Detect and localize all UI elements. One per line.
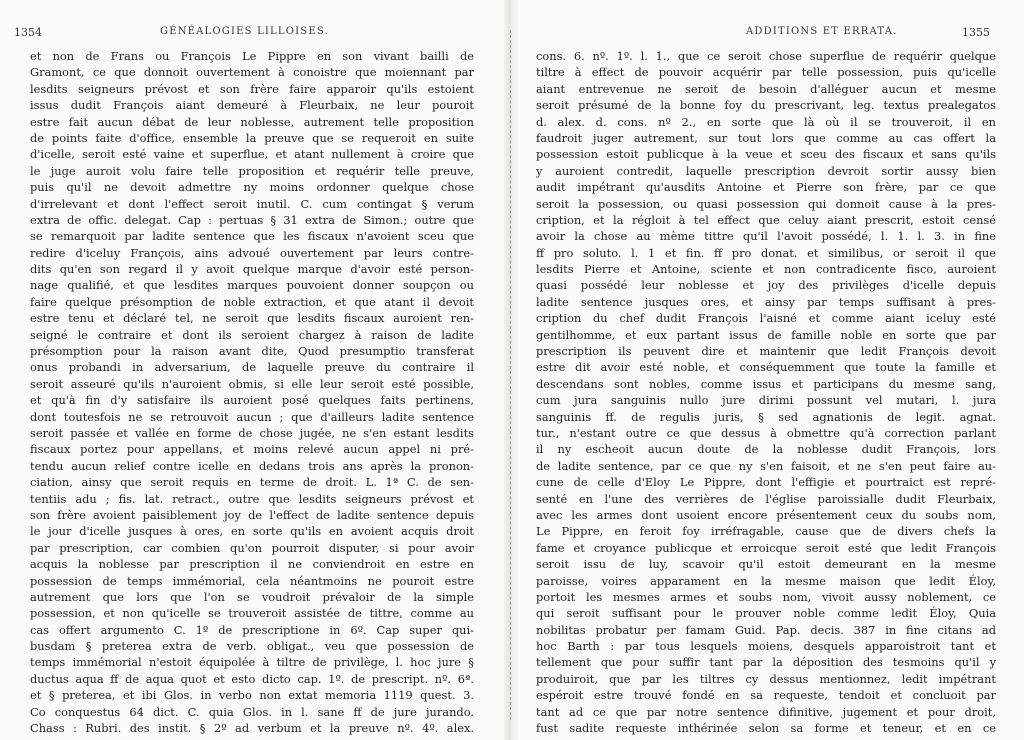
text-line: possession, et non qu'icelle se trouveroit assistée de tittre, comme au bbox=[30, 606, 474, 621]
text-line: et non de Frans ou François Le Pippre en son vivant bailli de bbox=[30, 49, 474, 63]
text-line: de ladite sentence, par ce que ny s'en faisoit, et ne s'en peut faire au- bbox=[536, 458, 996, 473]
text-line: de points faite d'office, ensemble la preuve que se requeroit en suite bbox=[30, 130, 474, 145]
page-number: 1354 bbox=[14, 26, 42, 39]
text-line: produiroit, que par les tiltres cy dessus mentionnez, ledit impétrant bbox=[536, 671, 996, 686]
text-line: d'icelle, seroit esté vaine et superflue, et atant nullement à croire que bbox=[30, 147, 474, 162]
text-line: seroit issu de luy, scavoir qu'il estoit demeurant en la mesme bbox=[536, 557, 996, 572]
text-line: tellement que pour suffir tant par la déposition des tesmoins qu'il y bbox=[536, 655, 996, 670]
text-line: nobilitas probatur per famam Guid. Pap. decis. 387 in fine citans ad bbox=[536, 622, 996, 637]
text-line: d. alex. d. cons. nº 2., en sorte que là où il se trouveroit, il en bbox=[536, 114, 996, 129]
text-line: d'irrelevant et dont l'effect seroit inutil. C. cum contingat § verum bbox=[30, 196, 474, 211]
text-line: paroisse, voires apparament en la mesme maison que ledit Éloy, bbox=[536, 573, 996, 588]
text-line: aiant entrevenue ne seroit de besoin d'alléguer aucun et mesme bbox=[536, 81, 996, 96]
text-line: le jour d'icelle jusques à ores, en sorte qu'ils en avoient acquis droit bbox=[30, 524, 474, 539]
text-line: seroit asseuré qu'ils n'auroient obmis, si elle leur seroit esté possible, bbox=[30, 376, 474, 391]
text-line: par prescription, car combien qu'on pourroit disputer, si pour avoir bbox=[30, 540, 474, 555]
text-line: cum jura sanguinis nullo jure dirimi possunt vel mutari, l. jura bbox=[536, 393, 996, 408]
text-line: ladite sentence jusques ores, et ainsy par temps suffisant à pres- bbox=[536, 294, 996, 309]
text-line: fust sadite requeste inthérinée selon sa forme et teneur, et en ce bbox=[536, 721, 996, 736]
text-line: estre tenu et déclaré tel, ne seroit que lesdits fiscaux auroient ren- bbox=[30, 311, 474, 326]
running-title: GÉNÉALOGIES LILLOISES. bbox=[160, 26, 329, 37]
text-line: avec les armes dont usoient encore présentement ceux du soubs nom, bbox=[536, 507, 996, 522]
text-line: tur., n'estant outre ce que dessus à obmettre qu'à correction parlant bbox=[536, 425, 996, 440]
text-line: cune de celle d'Eloy Le Pippre, dont l'effigie et pourtraict est repré- bbox=[536, 475, 996, 490]
text-line: tiltre à effect de pouvoir acquérir par telle possession, puis qu'icelle bbox=[536, 65, 996, 80]
text-line: lesdits seigneurs prévost et son frère faire apparoir qu'ils estoient bbox=[30, 81, 474, 96]
text-line: et qu'à fin d'y satisfaire ils auroient posé quelques faits pertinens, bbox=[30, 393, 474, 408]
text-line: busdam § preterea extra de verb. obligat., veu que possession de bbox=[30, 639, 474, 654]
text-line: puis qu'il ne devoit admettre ny moins ordonner quelque chose bbox=[30, 180, 474, 195]
text-line: Co conquestus 64 dict. C. quia Glos. in l. sane ff de jure jurando. bbox=[30, 704, 474, 719]
text-line: faudroit juger autrement, sur tout lors que comme au cas offert la bbox=[536, 130, 996, 145]
text-line: possession de temps immémorial, cela néantmoins ne pouroit estre bbox=[30, 573, 474, 588]
text-line: hoc Barth : par tous lesquels moiens, desquels apparoistroit tant et bbox=[536, 639, 996, 654]
text-line: Chass : Rubri. des instit. § 2º ad verbum et la preuve nº. 4º. alex. bbox=[30, 721, 474, 736]
text-line: fame et croyance publicque et erroicque seroit esté que ledit François bbox=[536, 540, 996, 555]
text-line: dits qu'en son regard il y avoit quelque marque d'avoir esté person- bbox=[30, 262, 474, 277]
text-line: tant ad ce que par notre sentence difinitive, jugement et pour droit, bbox=[536, 704, 996, 719]
text-line: issus dudit François aiant demeuré à Fleurbaix, ne leur pouroit bbox=[30, 98, 474, 113]
text-line: redire d'iceluy François, ains advoué ouvertement par leurs contre- bbox=[30, 245, 474, 260]
text-line: tendu aucun relief contre icelle en dedans trois ans après la pronon- bbox=[30, 458, 474, 473]
text-line: extra de offic. delegat. Cap : pertuas § 31 extra de Simon.; outre que bbox=[30, 212, 474, 227]
text-line: Le Pippre, en feroit foy irréfragable, cause que de divers chefs la bbox=[536, 524, 996, 539]
text-line: cription, et la régloit à tel effect que celuy aiant prescrit, estoit censé bbox=[536, 212, 996, 227]
text-line: son frère avoient paisiblement joy de l'effect de ladite sentence depuis bbox=[30, 507, 474, 522]
text-line: espéroit estre trouvé fondé en sa requeste, tendoit et concluoit par bbox=[536, 688, 996, 703]
text-line: ff pro soluto. l. 1 et fin. ff pro donat. et similibus, or seroit il que bbox=[536, 245, 996, 260]
text-line: présomption pour la raison avant dite, Quod presumptio transferat bbox=[30, 344, 474, 359]
text-line: et § preterea, et ibi Glos. in verbo non extat memoria 1119 quest. 3. bbox=[30, 688, 474, 703]
text-line: autrement que lors que l'on se voudroit prévaloir de la simple bbox=[30, 589, 474, 604]
page-text bbox=[30, 48, 474, 736]
text-line: y auroient contredit, laquelle prescription devroit sortir aussy bien bbox=[536, 163, 996, 178]
text-line: audit impétrant qu'ausdits Antoine et Pierre son frère, par ce que bbox=[536, 180, 996, 195]
text-line: cription du chef dudit François l'aisné et comme aiant iceluy esté bbox=[536, 311, 996, 326]
text-line: tentiis adu ; fis. lat. retract., outre que lesdits seigneurs prévost et bbox=[30, 491, 474, 506]
running-title: ADDITIONS ET ERRATA. bbox=[746, 26, 898, 37]
text-line: il ny escheoit aucun doute de la noblesse dudit François, lors bbox=[536, 442, 996, 457]
text-line: Gramont, ce que donnoit ouvertement à conoistre que moiennant par bbox=[30, 65, 474, 80]
text-line: senté en l'une des verrières de l'église paroissialle dudit Fleurbaix, bbox=[536, 491, 996, 506]
text-line: descendans sont nobles, comme issus et participans du mesme sang, bbox=[536, 376, 996, 391]
text-line: dont toutesfois ne se retrouvoit aucun ; que d'ailleurs ladite sentence bbox=[30, 409, 474, 424]
text-line: se remarquoit par ladite sentence que les fiscaux n'avoient sceu que bbox=[30, 229, 474, 244]
text-line: possession estoit publicque à la veue et sceu des fiscaux et sans qu'ils bbox=[536, 147, 996, 162]
text-line: nage qualifié, et que lesdites marques pouvoient donner soupçon ou bbox=[30, 278, 474, 293]
text-line: cons. 6. nº. 1º. l. 1., que ce seroit chose superflue de requérir quelque bbox=[536, 49, 996, 63]
right-page bbox=[514, 0, 1024, 740]
text-line: fiscaux portez pour appellans, et moins relevé aucun appel ni pré- bbox=[30, 442, 474, 457]
text-line: prescription ils peuvent dire et maintenir que ledit François devoit bbox=[536, 344, 996, 359]
text-line: le juge auroit volu faire telle proposition et requérir telle preuve, bbox=[30, 163, 474, 178]
text-line: gentilhomme, et eux partant issus de famille noble en sorte que par bbox=[536, 327, 996, 342]
text-line: temps immémorial n'estoit équipolée à tiltre de privilège, l. hoc jure § bbox=[30, 655, 474, 670]
text-line: ciation, ainsy que seroit requis en terme de droit. L. 1ª C. de sen- bbox=[30, 475, 474, 490]
text-line: avoir la chose au mème tittre qu'il l'avoit possédé, l. 1. l. 3. in fine bbox=[536, 229, 996, 244]
text-line: ductus aqua ff de aqua quot et esto dicto cap. 1º. de prescript. nº. 6ª. bbox=[30, 671, 474, 686]
text-line: sanguinis ff. de regulis juris, § sed agnationis de legit. agnat. bbox=[536, 409, 996, 424]
page-number: 1355 bbox=[962, 26, 990, 39]
text-line: onus probandi in adversarium, de laquelle preuve du contraire il bbox=[30, 360, 474, 375]
text-line: seroit passée et vallée en forme de chose jugée, ne s'en estant lesdits bbox=[30, 425, 474, 440]
text-line: faire quelque présomption de noble extraction, et que atant il devoit bbox=[30, 294, 474, 309]
text-line: qui seroit suffisant pour le prouver noble comme ledit Éloy, Quia bbox=[536, 606, 996, 621]
text-line: acquis la noblesse par prescription il ne conviendroit en estre en bbox=[30, 557, 474, 572]
page-text bbox=[536, 48, 996, 736]
text-line: lesdits Pierre et Antoine, sciente et non contradicente fisco, auroient bbox=[536, 262, 996, 277]
text-line: estre dit avoir esté noble, et conséquemment que toute la famille et bbox=[536, 360, 996, 375]
left-page bbox=[0, 0, 506, 740]
text-line: seroit présumé de la bonne foy du prescrivant, leg. textus prealegatos bbox=[536, 98, 996, 113]
text-line: cas offert argumento C. 1º de prescriptione in 6º. Cap super qui- bbox=[30, 622, 474, 637]
text-line: quasi possédé leur noblesse et joy des privilèges d'icelle depuis bbox=[536, 278, 996, 293]
text-line: seigné le contraire et dont ils seroient chargez à raison de ladite bbox=[30, 327, 474, 342]
text-line: portoit les mesmes armes et soubs nom, vivoit aussy noblement, ce bbox=[536, 589, 996, 604]
text-line: seroit la possession, ou quasi possession qui donnoit cause à la pres- bbox=[536, 196, 996, 211]
text-line: estre fait aucun débat de leur noblesse, autrement telle proposition bbox=[30, 114, 474, 129]
